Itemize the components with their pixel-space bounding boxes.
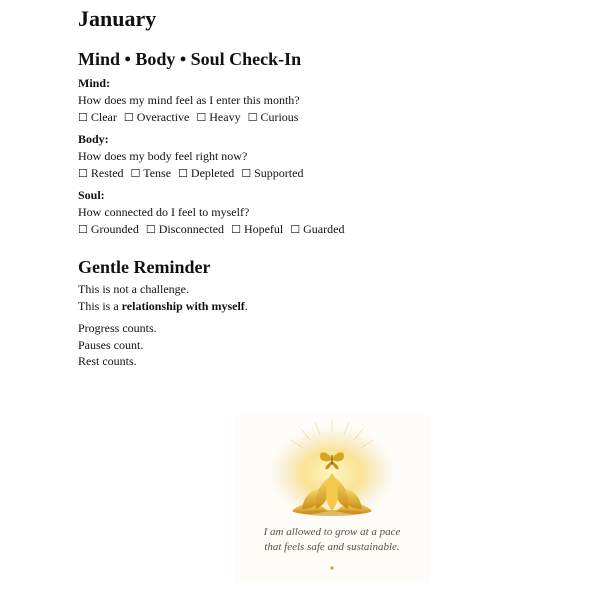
soul-option-hopeful[interactable]: ☐ Hopeful bbox=[231, 222, 284, 236]
affirmation-text bbox=[235, 525, 429, 555]
body-options bbox=[78, 165, 307, 182]
body-option-tense[interactable]: ☐ Tense bbox=[130, 166, 172, 180]
checkbox-icon[interactable]: ☐ bbox=[78, 111, 88, 124]
body-label: Body: bbox=[78, 132, 109, 146]
checkbox-icon[interactable]: ☐ bbox=[178, 167, 188, 180]
mind-options bbox=[78, 109, 302, 126]
checkin-heading: Mind • Body • Soul Check-In bbox=[78, 49, 302, 69]
reminder-heading: Gentle Reminder bbox=[78, 257, 211, 277]
body-question: How does my body feel right now? bbox=[78, 149, 248, 163]
mind-question: How does my mind feel as I enter this month? bbox=[78, 93, 300, 107]
checkbox-icon[interactable]: ☐ bbox=[78, 223, 88, 236]
affirmation-card bbox=[235, 415, 429, 583]
checkbox-icon[interactable]: ☐ bbox=[145, 223, 156, 236]
lotus-illustration bbox=[235, 415, 429, 583]
checkbox-icon[interactable]: ☐ bbox=[231, 223, 241, 236]
mind-option-heavy[interactable]: ☐ Heavy bbox=[196, 110, 241, 124]
reminder-paragraph bbox=[78, 281, 248, 314]
page-title: January bbox=[78, 6, 157, 31]
soul-option-grounded[interactable]: ☐ Grounded bbox=[78, 222, 139, 236]
reminder-line-1: This is not a challenge. bbox=[78, 282, 189, 296]
checkbox-icon[interactable]: ☐ bbox=[247, 111, 258, 124]
mind-option-overactive[interactable]: ☐ Overactive bbox=[123, 110, 190, 124]
mind-label: Mind: bbox=[78, 76, 111, 90]
body-option-depleted[interactable]: ☐ Depleted bbox=[178, 166, 235, 180]
body-option-supported[interactable]: ☐ Supported bbox=[241, 166, 304, 180]
counts-line-progress: Progress counts. bbox=[78, 321, 157, 335]
checkbox-icon[interactable]: ☐ bbox=[241, 167, 252, 180]
body-section bbox=[78, 131, 307, 182]
checkbox-icon[interactable]: ☐ bbox=[196, 111, 207, 124]
soul-options bbox=[78, 221, 348, 238]
soul-option-guarded[interactable]: ☐ Guarded bbox=[290, 222, 345, 236]
mind-option-curious[interactable]: ☐ Curious bbox=[247, 110, 299, 124]
reminder-line-2: This is a relationship with myself. bbox=[78, 298, 248, 313]
counts-paragraph bbox=[78, 320, 157, 370]
soul-section bbox=[78, 187, 348, 238]
checkbox-icon[interactable]: ☐ bbox=[130, 167, 141, 180]
soul-label: Soul: bbox=[78, 188, 105, 202]
relationship-emphasis: relationship with myself bbox=[121, 298, 245, 313]
mind-option-clear[interactable]: ☐ Clear bbox=[78, 110, 117, 124]
checkbox-icon[interactable]: ☐ bbox=[123, 111, 134, 124]
soul-question: How connected do I feel to myself? bbox=[78, 205, 250, 219]
checkbox-icon[interactable]: ☐ bbox=[78, 167, 88, 180]
mind-section bbox=[78, 75, 302, 126]
counts-line-pauses: Pauses count. bbox=[78, 337, 144, 352]
affirmation-line-1: I am allowed to grow at a pace bbox=[263, 526, 401, 538]
divider-dot bbox=[330, 566, 333, 569]
soul-option-disconnected[interactable]: ☐ Disconnected bbox=[145, 222, 225, 236]
checkbox-icon[interactable]: ☐ bbox=[290, 223, 301, 236]
body-option-rested[interactable]: ☐ Rested bbox=[78, 166, 124, 180]
counts-line-rest: Rest counts. bbox=[78, 354, 137, 368]
affirmation-line-2: that feels safe and sustainable. bbox=[264, 541, 400, 553]
